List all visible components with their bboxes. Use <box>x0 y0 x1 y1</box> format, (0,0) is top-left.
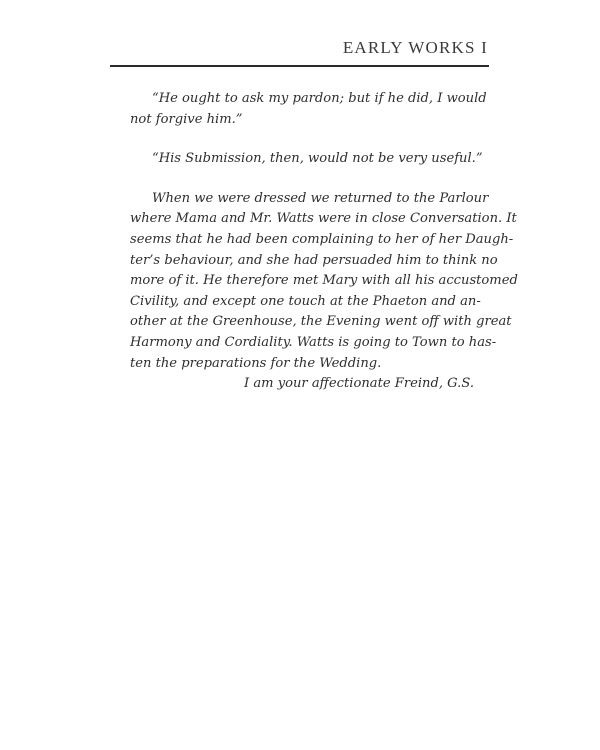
text-line: Civility, and except one touch at the Phaeton and an- <box>130 293 481 309</box>
paragraph-1 <box>130 89 487 130</box>
body-text <box>130 89 518 395</box>
text-line: “His Submission, then, would not be very useful.” <box>152 151 483 167</box>
text-line: ten the preparations for the Wedding. <box>130 355 382 371</box>
text-line: where Mama and Mr. Watts were in close Conversation. It <box>130 211 517 227</box>
running-head-title: EARLY WORKS I <box>342 38 488 57</box>
text-line: ter’s behaviour, and she had persuaded him to think no <box>130 252 498 268</box>
text-line: more of it. He therefore met Mary with all his accustomed <box>130 273 518 289</box>
letter-signoff: I am your affectionate Freind, G.S. <box>243 376 474 392</box>
header-rule <box>110 65 489 67</box>
text-line: seems that he had been complaining to her of her Daugh- <box>130 231 514 247</box>
text-line: Harmony and Cordiality. Watts is going to Town to has- <box>130 334 497 350</box>
paragraph-2 <box>130 149 483 170</box>
paragraph-3 <box>130 189 518 374</box>
text-line: “He ought to ask my pardon; but if he did, I would <box>152 91 487 106</box>
text-line: other at the Greenhouse, the Evening went off with great <box>130 314 512 330</box>
text-line: When we were dressed we returned to the Parlour <box>152 190 489 206</box>
text-line: not forgive him.” <box>130 111 243 127</box>
